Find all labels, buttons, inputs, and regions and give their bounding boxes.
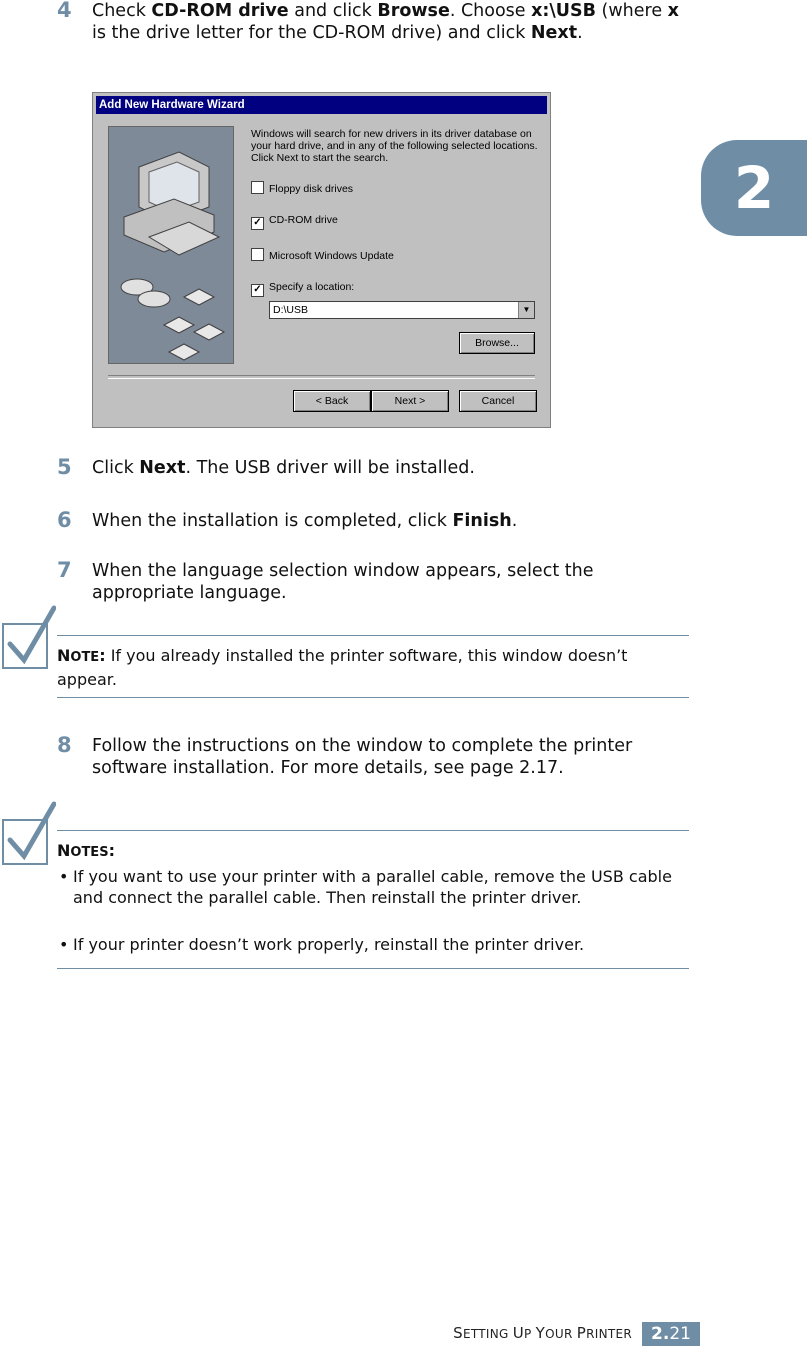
checkmark-icon[interactable]: ✓	[251, 284, 264, 297]
specify-location-checkbox[interactable]: ✓ Specify a location:	[251, 281, 354, 295]
checkbox-box[interactable]	[251, 181, 264, 194]
dropdown-arrow-icon[interactable]: ▼	[518, 302, 534, 318]
wizard-divider	[108, 375, 535, 379]
note-rule-top	[57, 830, 689, 831]
step-number: 5	[57, 455, 72, 479]
windows-update-checkbox[interactable]: Microsoft Windows Update	[251, 248, 394, 262]
back-button[interactable]: < Back	[293, 390, 371, 412]
page-number: 2.21	[642, 1322, 700, 1346]
step-5	[57, 457, 687, 479]
chapter-tab: 2	[701, 140, 807, 236]
browse-button[interactable]: Browse...	[459, 332, 535, 354]
note-label: NOTE:	[57, 646, 106, 665]
bullet-icon: •	[59, 867, 69, 886]
note-bullet: • If you want to use your printer with a parallel cable, remove the USB cable and connect the parallel cable. Then reinstall the printer driver.	[59, 867, 672, 907]
step-6	[57, 510, 687, 532]
step-number: 6	[57, 508, 72, 532]
checkmark-icon[interactable]: ✓	[251, 217, 264, 230]
footer-section-title: SETTING UP YOUR PRINTER	[453, 1324, 632, 1342]
bullet-icon: •	[59, 935, 69, 954]
checkmark-icon	[2, 604, 56, 670]
checkbox-box[interactable]	[251, 248, 264, 261]
step-number: 8	[57, 733, 72, 757]
step-8	[57, 735, 687, 779]
step-text: Click Next. The USB driver will be installed.	[92, 458, 475, 478]
step-text: When the language selection window appears, select the appropriate language.	[92, 561, 594, 603]
wizard-title-bar: Add New Hardware Wizard	[96, 96, 547, 114]
step-4	[57, 0, 687, 44]
cdrom-drive-checkbox[interactable]: ✓ CD-ROM drive	[251, 214, 338, 228]
step-number: 4	[57, 0, 72, 22]
step-number: 7	[57, 558, 72, 582]
note-rule-top	[57, 635, 689, 636]
step-7	[57, 560, 687, 604]
add-hardware-wizard-screenshot	[92, 92, 551, 428]
computer-illustration	[108, 126, 234, 364]
step-text: When the installation is completed, click Finish.	[92, 511, 518, 531]
next-button[interactable]: Next >	[371, 390, 449, 412]
note-rule-bottom	[57, 697, 689, 698]
note-text: NOTE: If you already installed the printer software, this window doesn’t appear.	[57, 646, 628, 689]
notes-label: NOTES:	[57, 841, 115, 860]
floppy-disk-checkbox[interactable]: Floppy disk drives	[251, 181, 353, 195]
note-bullet: • If your printer doesn’t work properly, reinstall the printer driver.	[59, 935, 585, 954]
checkmark-icon	[2, 800, 56, 866]
step-text: Follow the instructions on the window to complete the printer software installation. For more details, see page 2.17.	[92, 736, 633, 778]
step-text: Check CD-ROM drive and click Browse. Choose x:\USB (where x is the drive letter for the CD-ROM drive) and click Next.	[92, 1, 679, 43]
location-combo-box[interactable]: D:\USB ▼	[269, 301, 535, 319]
note-rule-bottom	[57, 968, 689, 969]
wizard-description: Windows will search for new drivers in its driver database on your hard drive, and in any of the following selected locations. Click Next to start the search.	[251, 128, 538, 164]
cancel-button[interactable]: Cancel	[459, 390, 537, 412]
